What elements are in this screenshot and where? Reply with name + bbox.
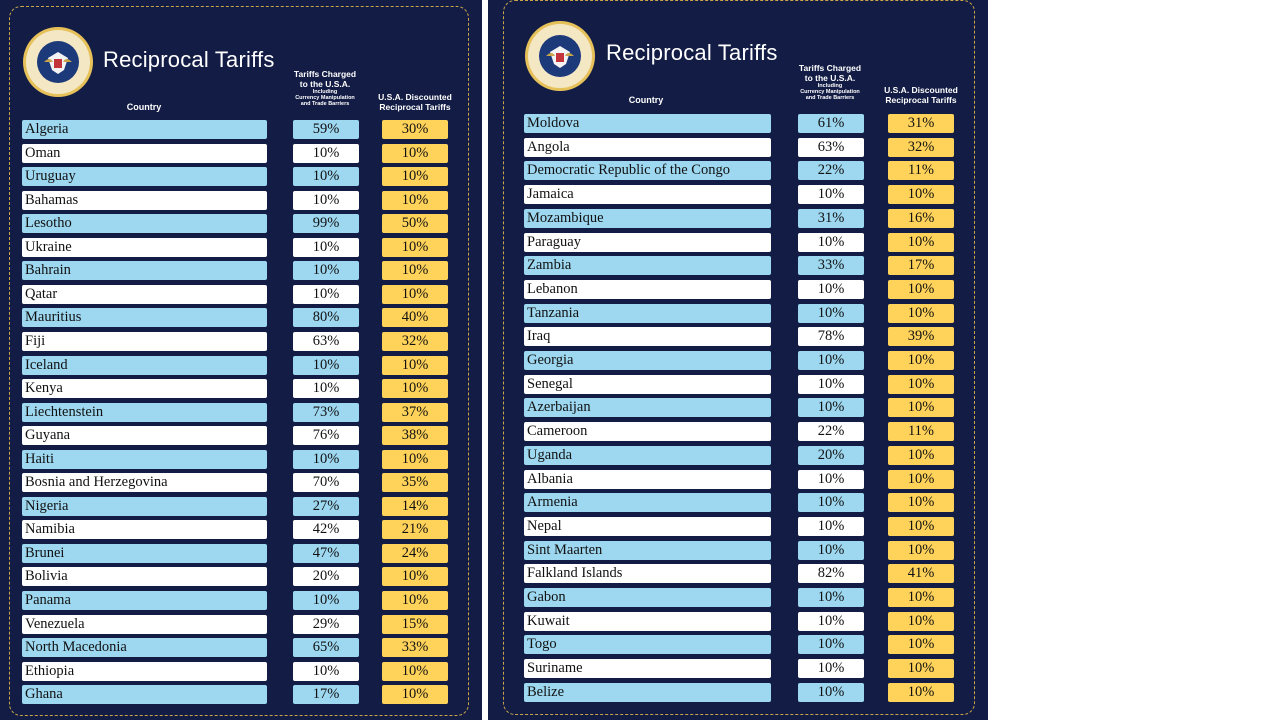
country-cell: Panama	[22, 591, 267, 610]
discount-column-header	[878, 85, 964, 105]
country-column-header: Country	[126, 102, 162, 112]
table-row	[0, 285, 482, 304]
discount-cell: 10%	[888, 517, 954, 536]
charged-cell: 10%	[798, 375, 864, 394]
country-cell: Sint Maarten	[524, 541, 771, 560]
discount-cell: 17%	[888, 256, 954, 275]
country-cell: Jamaica	[524, 185, 771, 204]
table-row	[0, 662, 482, 681]
country-cell: Kenya	[22, 379, 267, 398]
country-cell: Uruguay	[22, 167, 267, 186]
table-row	[488, 659, 988, 678]
country-cell: Armenia	[524, 493, 771, 512]
country-cell: Nigeria	[22, 497, 267, 516]
charged-cell: 33%	[798, 256, 864, 275]
discount-cell: 10%	[888, 233, 954, 252]
charged-header-note: Currency Manipulation	[295, 95, 355, 101]
table-row	[0, 567, 482, 586]
charged-cell: 22%	[798, 422, 864, 441]
table-row	[488, 280, 988, 299]
discount-cell: 10%	[888, 470, 954, 489]
discount-cell: 10%	[888, 280, 954, 299]
charged-cell: 10%	[798, 304, 864, 323]
table-row	[0, 261, 482, 280]
charged-cell: 10%	[293, 662, 359, 681]
charged-header-note: Including	[312, 89, 338, 95]
discount-cell: 10%	[382, 261, 448, 280]
table-row	[0, 403, 482, 422]
discount-cell: 33%	[382, 638, 448, 657]
charged-header-line: to the U.S.A.	[804, 73, 856, 83]
charged-cell: 10%	[798, 612, 864, 631]
discount-header-line: Reciprocal Tariffs	[885, 95, 957, 105]
charged-cell: 10%	[293, 191, 359, 210]
charged-cell: 10%	[293, 261, 359, 280]
discount-cell: 32%	[382, 332, 448, 351]
charged-cell: 10%	[798, 470, 864, 489]
discount-cell: 31%	[888, 114, 954, 133]
discount-header-line: U.S.A. Discounted	[378, 92, 452, 102]
country-cell: Fiji	[22, 332, 267, 351]
charged-column-header	[283, 69, 367, 107]
discount-cell: 10%	[382, 285, 448, 304]
charged-cell: 73%	[293, 403, 359, 422]
table-row	[488, 683, 988, 702]
country-cell: Brunei	[22, 544, 267, 563]
discount-cell: 21%	[382, 520, 448, 539]
table-row	[488, 422, 988, 441]
table-row	[488, 304, 988, 323]
discount-cell: 16%	[888, 209, 954, 228]
charged-cell: 10%	[798, 683, 864, 702]
table-row	[488, 209, 988, 228]
table-row	[488, 612, 988, 631]
charged-cell: 20%	[293, 567, 359, 586]
country-cell: Mozambique	[524, 209, 771, 228]
country-cell: Togo	[524, 635, 771, 654]
table-row	[0, 238, 482, 257]
country-cell: Georgia	[524, 351, 771, 370]
charged-cell: 10%	[798, 517, 864, 536]
charged-cell: 10%	[798, 398, 864, 417]
charged-cell: 17%	[293, 685, 359, 704]
charged-cell: 76%	[293, 426, 359, 445]
country-cell: Mauritius	[22, 308, 267, 327]
country-cell: Angola	[524, 138, 771, 157]
table-row	[0, 615, 482, 634]
charged-cell: 10%	[798, 493, 864, 512]
discount-cell: 35%	[382, 473, 448, 492]
table-row	[488, 517, 988, 536]
charged-cell: 10%	[293, 379, 359, 398]
table-row	[0, 591, 482, 610]
table-row	[0, 332, 482, 351]
country-cell: Ghana	[22, 685, 267, 704]
discount-cell: 50%	[382, 214, 448, 233]
page-title: Reciprocal Tariffs	[103, 47, 275, 72]
discount-cell: 10%	[888, 185, 954, 204]
discount-cell: 10%	[382, 567, 448, 586]
table-row	[488, 470, 988, 489]
country-cell: Algeria	[22, 120, 267, 139]
country-cell: Tanzania	[524, 304, 771, 323]
discount-cell: 10%	[888, 659, 954, 678]
discount-cell: 15%	[382, 615, 448, 634]
table-row	[0, 497, 482, 516]
country-cell: Haiti	[22, 450, 267, 469]
table-row	[0, 308, 482, 327]
country-cell: Guyana	[22, 426, 267, 445]
table-row	[0, 638, 482, 657]
discount-cell: 37%	[382, 403, 448, 422]
table-row	[488, 138, 988, 157]
discount-header-line: U.S.A. Discounted	[884, 85, 958, 95]
charged-cell: 10%	[293, 167, 359, 186]
discount-cell: 10%	[888, 612, 954, 631]
charged-cell: 80%	[293, 308, 359, 327]
charged-cell: 10%	[293, 450, 359, 469]
table-row	[0, 450, 482, 469]
discount-cell: 14%	[382, 497, 448, 516]
discount-cell: 10%	[888, 398, 954, 417]
country-cell: Oman	[22, 144, 267, 163]
country-cell: Falkland Islands	[524, 564, 771, 583]
country-cell: Qatar	[22, 285, 267, 304]
country-cell: Zambia	[524, 256, 771, 275]
charged-cell: 42%	[293, 520, 359, 539]
table-row	[0, 520, 482, 539]
discount-cell: 10%	[888, 541, 954, 560]
country-cell: Bahamas	[22, 191, 267, 210]
country-cell: Iraq	[524, 327, 771, 346]
country-cell: Kuwait	[524, 612, 771, 631]
charged-cell: 10%	[798, 659, 864, 678]
country-cell: Lesotho	[22, 214, 267, 233]
charged-cell: 70%	[293, 473, 359, 492]
discount-cell: 10%	[888, 493, 954, 512]
discount-cell: 10%	[382, 238, 448, 257]
country-cell: Bosnia and Herzegovina	[22, 473, 267, 492]
charged-cell: 10%	[798, 233, 864, 252]
discount-cell: 10%	[382, 356, 448, 375]
discount-cell: 10%	[888, 446, 954, 465]
table-row	[0, 379, 482, 398]
table-row	[488, 564, 988, 583]
country-cell: Iceland	[22, 356, 267, 375]
discount-cell: 10%	[382, 591, 448, 610]
table-row	[0, 356, 482, 375]
country-cell: North Macedonia	[22, 638, 267, 657]
charged-cell: 10%	[798, 185, 864, 204]
country-cell: Bolivia	[22, 567, 267, 586]
discount-cell: 10%	[888, 683, 954, 702]
discount-cell: 10%	[382, 379, 448, 398]
table-row	[0, 544, 482, 563]
charged-cell: 10%	[293, 144, 359, 163]
tariff-panel-left	[0, 0, 482, 720]
table-row	[488, 185, 988, 204]
discount-cell: 10%	[382, 191, 448, 210]
country-cell: Ethiopia	[22, 662, 267, 681]
discount-cell: 30%	[382, 120, 448, 139]
country-cell: Albania	[524, 470, 771, 489]
country-cell: Venezuela	[22, 615, 267, 634]
charged-cell: 29%	[293, 615, 359, 634]
charged-header-note: Including	[817, 83, 843, 89]
country-column-header: Country	[628, 95, 664, 105]
table-row	[488, 161, 988, 180]
country-cell: Lebanon	[524, 280, 771, 299]
discount-cell: 41%	[888, 564, 954, 583]
country-cell: Cameroon	[524, 422, 771, 441]
tariff-panel-right	[488, 0, 988, 720]
charged-cell: 63%	[798, 138, 864, 157]
discount-cell: 11%	[888, 161, 954, 180]
discount-cell: 10%	[382, 685, 448, 704]
table-row	[488, 114, 988, 133]
country-cell: Suriname	[524, 659, 771, 678]
table-row	[0, 167, 482, 186]
charged-cell: 10%	[798, 635, 864, 654]
charged-cell: 63%	[293, 332, 359, 351]
table-row	[0, 685, 482, 704]
discount-cell: 10%	[382, 450, 448, 469]
table-row	[488, 375, 988, 394]
discount-cell: 10%	[888, 635, 954, 654]
discount-cell: 10%	[888, 304, 954, 323]
charged-cell: 65%	[293, 638, 359, 657]
discount-cell: 40%	[382, 308, 448, 327]
discount-cell: 10%	[888, 351, 954, 370]
charged-cell: 10%	[293, 238, 359, 257]
discount-cell: 11%	[888, 422, 954, 441]
country-cell: Bahrain	[22, 261, 267, 280]
charged-cell: 47%	[293, 544, 359, 563]
discount-cell: 32%	[888, 138, 954, 157]
country-cell: Nepal	[524, 517, 771, 536]
presidential-seal-icon	[22, 26, 94, 98]
charged-header-note: Currency Manipulation	[800, 89, 860, 95]
table-row	[488, 327, 988, 346]
discount-cell: 38%	[382, 426, 448, 445]
page-title: Reciprocal Tariffs	[606, 40, 778, 65]
country-cell: Belize	[524, 683, 771, 702]
table-row	[0, 120, 482, 139]
table-row	[488, 635, 988, 654]
table-row	[0, 144, 482, 163]
charged-header-line: to the U.S.A.	[299, 79, 351, 89]
charged-cell: 59%	[293, 120, 359, 139]
table-row	[488, 398, 988, 417]
country-cell: Ukraine	[22, 238, 267, 257]
discount-cell: 10%	[888, 588, 954, 607]
charged-cell: 82%	[798, 564, 864, 583]
charged-cell: 10%	[293, 591, 359, 610]
discount-cell: 10%	[382, 144, 448, 163]
table-row	[488, 493, 988, 512]
charged-cell: 22%	[798, 161, 864, 180]
table-row	[488, 351, 988, 370]
charged-cell: 78%	[798, 327, 864, 346]
charged-cell: 10%	[798, 280, 864, 299]
charged-cell: 20%	[798, 446, 864, 465]
table-row	[488, 256, 988, 275]
charged-cell: 99%	[293, 214, 359, 233]
country-cell: Namibia	[22, 520, 267, 539]
discount-cell: 10%	[382, 662, 448, 681]
discount-column-header	[372, 92, 458, 112]
country-cell: Uganda	[524, 446, 771, 465]
charged-header-line: Tariffs Charged	[293, 69, 357, 79]
charged-cell: 10%	[293, 356, 359, 375]
table-row	[488, 446, 988, 465]
table-row	[0, 473, 482, 492]
charged-cell: 10%	[798, 351, 864, 370]
presidential-seal-icon	[524, 20, 596, 92]
table-row	[0, 191, 482, 210]
charged-cell: 61%	[798, 114, 864, 133]
discount-cell: 24%	[382, 544, 448, 563]
table-row	[488, 233, 988, 252]
discount-header-line: Reciprocal Tariffs	[379, 102, 451, 112]
charged-cell: 10%	[293, 285, 359, 304]
charged-header-note: and Trade Barriers	[805, 95, 855, 101]
charged-cell: 10%	[798, 541, 864, 560]
discount-cell: 10%	[382, 167, 448, 186]
discount-cell: 39%	[888, 327, 954, 346]
country-cell: Azerbaijan	[524, 398, 771, 417]
table-row	[0, 214, 482, 233]
country-cell: Gabon	[524, 588, 771, 607]
charged-cell: 31%	[798, 209, 864, 228]
charged-cell: 27%	[293, 497, 359, 516]
country-cell: Moldova	[524, 114, 771, 133]
table-row	[488, 588, 988, 607]
country-cell: Liechtenstein	[22, 403, 267, 422]
charged-column-header	[788, 63, 872, 101]
country-cell: Paraguay	[524, 233, 771, 252]
charged-cell: 10%	[798, 588, 864, 607]
charged-header-note: and Trade Barriers	[300, 101, 350, 107]
country-cell: Senegal	[524, 375, 771, 394]
charged-header-line: Tariffs Charged	[798, 63, 862, 73]
table-row	[0, 426, 482, 445]
table-row	[488, 541, 988, 560]
discount-cell: 10%	[888, 375, 954, 394]
country-cell: Democratic Republic of the Congo	[524, 161, 771, 180]
